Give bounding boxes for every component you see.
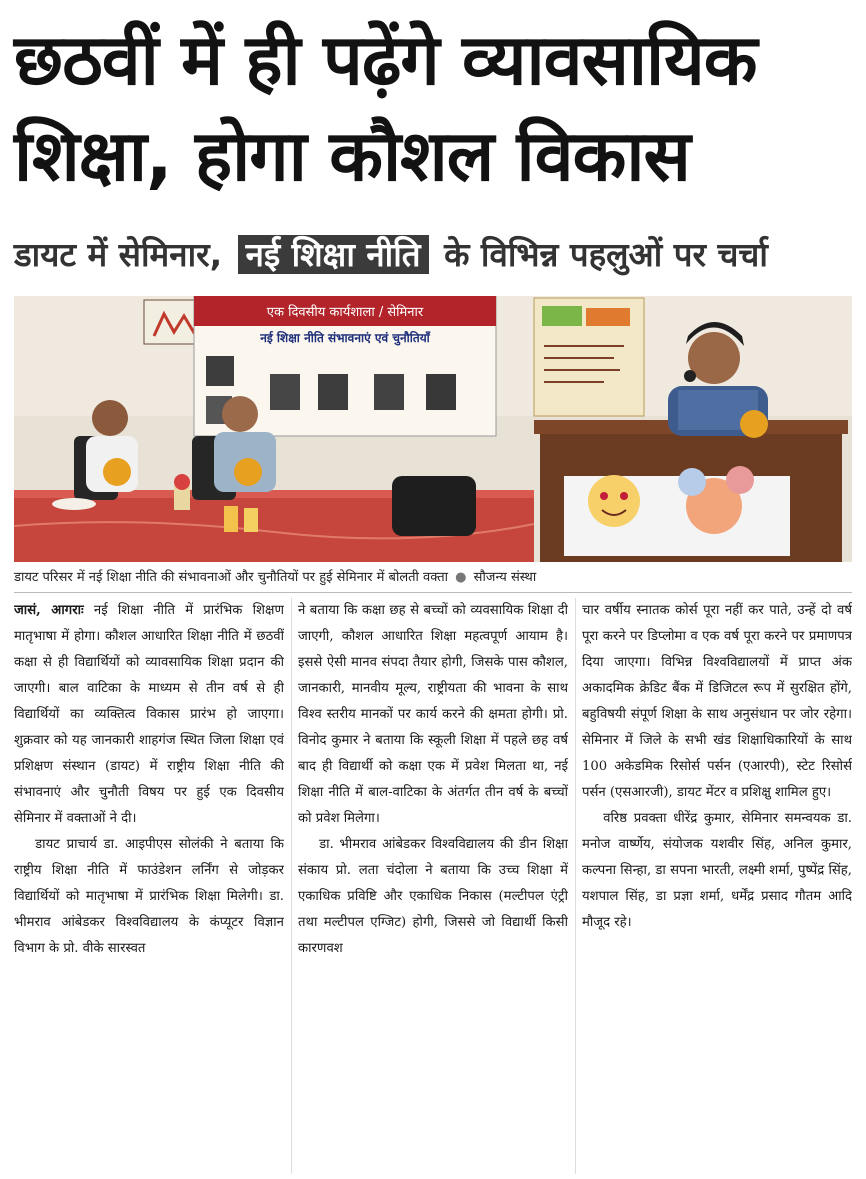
bullet-icon: ● <box>455 570 467 585</box>
article-paragraph: वरिष्ठ प्रवक्ता धीरेंद्र कुमार, सेमिनार समन्वयक डा. मनोज वार्ष्णेय, संयोजक यशवीर सिंह, अनिल कुमार, कल्पना सिन्हा, डा सपना भारती, लक्ष्मी शर्मा, पुष्पेंद्र सिंह, यशपाल सिंह, डा प्रज्ञा शर्मा, धर्मेंद्र प्रसाद गौतम आदि मौजूद रहे। <box>582 811 852 930</box>
column-divider <box>291 598 292 1174</box>
caption-credit: सौजन्य संस्था <box>473 570 537 585</box>
paragraph-text: नई शिक्षा नीति में प्रारंभिक शिक्षण मातृभाषा में होगा। कौशल आधारित शिक्षा नीति में छठवीं कक्षा से ही विद्यार्थियों को व्यावसायिक शिक्षा प्रदान की जाएगी। बाल वाटिका के माध्यम से तीन वर्ष से ही विद्यार्थियों का व्यक्तित्व विकास प्रारंभ हो जाएगा। शुक्रवार को यह जानकारी शाहगंज स्थित जिला शिक्षा एवं प्रशिक्षण संस्थान (डायट) में राष्ट्रीय शिक्षा नीति की संभावनाएं और चुनौती विषय पर हुई एक दिवसीय सेमिनार में वक्ताओं ने दी। <box>14 603 284 826</box>
article-column-3 <box>582 598 852 1174</box>
subheadline-after: के विभिन्न पहलुओं पर चर्चा <box>444 235 768 274</box>
article-paragraph <box>14 598 284 832</box>
dateline: जासं, आगराः <box>14 603 84 618</box>
banner-title: एक दिवसीय कार्यशाला / सेमिनार <box>266 305 424 320</box>
article-body <box>14 598 852 1174</box>
article-paragraph: डा. भीमराव आंबेडकर विश्वविद्यालय की डीन शिक्षा संकाय प्रो. लता चंदोला ने बताया कि उच्च शिक्षा में एकाधिक प्रविष्टि और एकाधिक निकास (मल्टीपल एंट्री तथा मल्टीपल एग्जिट) होगी, जिससे जो विद्यार्थी किसी कारणवश <box>298 837 568 956</box>
seminar-photo <box>14 296 852 562</box>
article-column-1 <box>14 598 284 1174</box>
subheadline-highlight: नई शिक्षा नीति <box>238 235 429 274</box>
article-paragraph: चार वर्षीय स्नातक कोर्स पूरा नहीं कर पाते, उन्हें दो वर्ष पूरा करने पर डिप्लोमा व एक वर्ष पूरा करने पर प्रमाणपत्र दिया जाएगा। विभिन्न विश्वविद्यालयों में प्राप्त अंक अकादमिक क्रेडिट बैंक में डिजिटल रूप में सुरक्षित होंगे, बहुविषयी संपूर्ण शिक्षा के साथ अनुसंधान पर जोर रहेगा। सेमिनार में जिले के सभी खंड शिक्षाधिकारियों के साथ 100 अकेडमिक रिसोर्स पर्सन (एआरपी), स्टेट रिसोर्स पर्सन (एसआरजी), डायट मेंटर व प्रशिक्षु शामिल हुए। <box>582 603 852 800</box>
caption-text: डायट परिसर में नई शिक्षा नीति की संभावनाओं और चुनौतियों पर हुई सेमिनार में बोलती वक्ता <box>14 570 449 585</box>
banner-subtitle: नई शिक्षा नीति संभावनाएं एवं चुनौतियाँ <box>260 331 430 345</box>
article-column-2 <box>298 598 568 1174</box>
photo-caption <box>14 566 852 590</box>
article-paragraph: ने बताया कि कक्षा छह से बच्चों को व्यवसायिक शिक्षा दी जाएगी, कौशल आधारित शिक्षा महत्वपूर्ण आयाम है। इससे ऐसी मानव संपदा तैयार होगी, जिसके पास कौशल, जानकारी, मानवीय मूल्य, राष्ट्रीयता की भावना के साथ विश्व स्तरीय मानकों पर कार्य करने की क्षमता होगी। प्रो. विनोद कुमार ने बताया कि स्कूली शिक्षा में पहले छह वर्ष बाद ही विद्यार्थी को कक्षा एक में प्रवेश मिलता था, नई शिक्षा नीति में बाल-वाटिका के अंतर्गत तीन वर्ष के बच्चों को प्रवेश मिलेगा। <box>298 603 568 826</box>
subheadline-before: डायट में सेमिनार, <box>14 235 223 274</box>
seminar-photo-illustration <box>14 296 852 562</box>
article-paragraph: डायट प्राचार्य डा. आइपीएस सोलंकी ने बताया कि राष्ट्रीय शिक्षा नीति में फाउंडेशन लर्निंग से जोड़कर विद्यार्थियों को मातृभाषा में प्रारंभिक शिक्षा मिलेगी। डा. भीमराव आंबेडकर विश्वविद्यालय के कंप्यूटर विज्ञान विभाग के प्रो. वीके सारस्वत <box>14 837 284 956</box>
subheadline <box>14 232 854 278</box>
headline: छठवीं में ही पढ़ेंगे व्यावसायिक शिक्षा, होगा कौशल विकास <box>14 19 757 197</box>
caption-divider <box>14 592 852 593</box>
column-divider <box>575 598 576 1174</box>
